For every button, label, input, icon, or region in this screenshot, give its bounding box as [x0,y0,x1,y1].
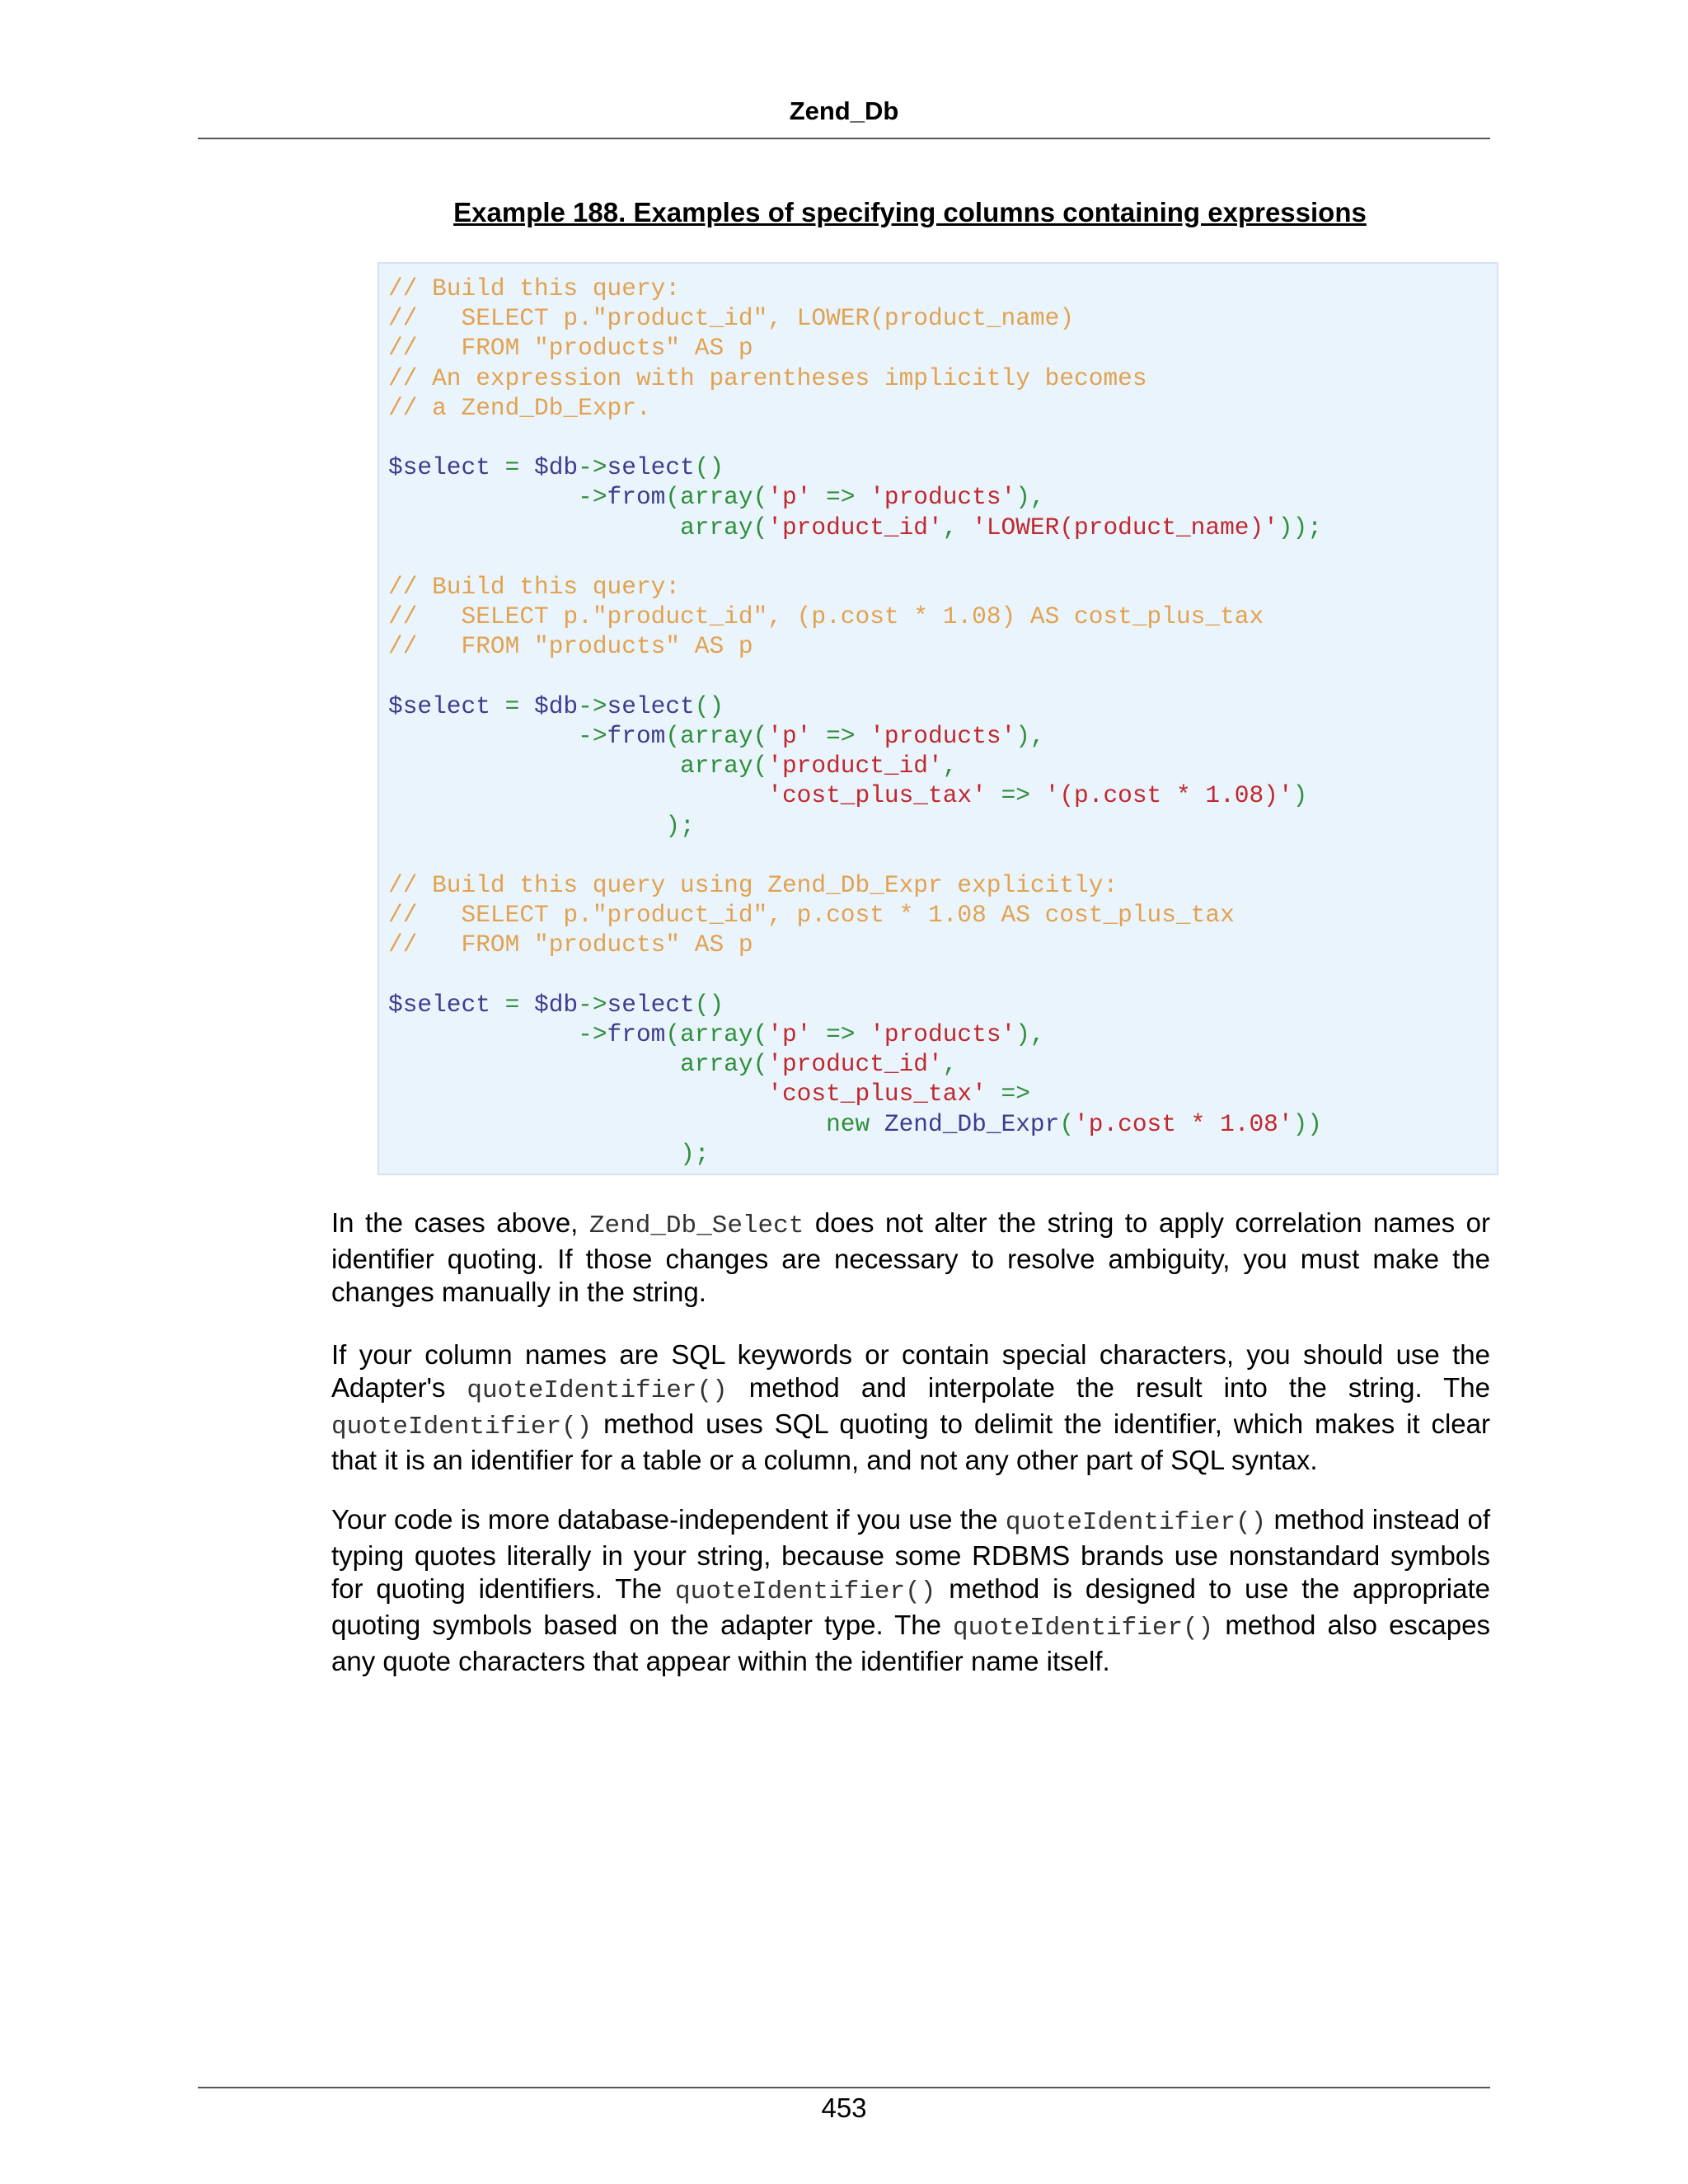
code-function: array [680,513,753,541]
code-comment: // Build this query: [388,274,681,302]
page-number: 453 [821,2093,867,2123]
code-string: 'p' [767,722,812,751]
code-function: array [680,1020,753,1049]
code-string: 'product_id' [767,513,943,541]
code-text: // Build this query: // SELECT p."product_id", LOWER(product_name) // FROM "products" AS p // An expression with parentheses implicitly becomes // a Zend_Db_Expr. $select = $db->select() ->from(array('p' => 'products'), array('product_id', 'LOWER(product_name)')); // Build this query: // SELECT p."product_id", (p.cost * 1.08) AS cost_plus_tax // FROM "products" AS p $select = $db->select() ->from(array('p' => 'products'), array('product_id', 'cost_plus_tax' => '(p.cost * 1.08)') ); // Build this query using Zend_Db_Expr explicitly: // SELECT p."product_id", p.cost * 1.08 AS cost_plus_tax // FROM "products" AS p $select = $db->select() ->from(array('p' => 'products'), array('product_id', 'cost_plus_tax' => new Zend_Db_Expr('p.cost * 1.08')) ); [388,274,1322,1168]
code-function: array [680,722,753,751]
code-class: Zend_Db_Expr [884,1109,1060,1138]
code-comment: // SELECT p."product_id", (p.cost * 1.08) AS cost_plus_tax [388,602,1264,631]
code-variable: $db [534,691,579,720]
code-string: 'product_id' [767,1050,943,1079]
footer-rule [198,2087,1490,2088]
paragraph-text: does not alter the string to apply correlation names or identifier quoting. If those changes are necessary to resolve ambiguity, you must make the changes manually in the string. [331,1207,1490,1307]
paragraph-text: If your column names are SQL keywords or contain special characters, you should use the Adapter's [331,1339,1490,1403]
code-function: from [607,483,666,512]
code-comment: // FROM "products" AS p [388,334,753,363]
code-variable: $select [388,990,490,1019]
code-variable: $select [388,691,490,720]
inline-code: quoteIdentifier() [675,1577,936,1606]
inline-code: quoteIdentifier() [953,1614,1214,1643]
code-function: select [607,990,695,1019]
code-comment: // SELECT p."product_id", p.cost * 1.08 AS cost_plus_tax [388,901,1235,930]
paragraph-text: method instead of typing quotes literally in your string, because some RDBMS brands use nonstandard symbols for quoting identifiers. The [331,1504,1490,1604]
code-function: array [680,752,753,780]
code-string: 'p' [767,1020,812,1049]
example-title: Example 188. Examples of specifying columns containing expressions [453,197,1367,227]
code-string: '(p.cost * 1.08)' [1044,781,1293,810]
code-function: select [607,453,695,482]
code-comment: // Build this query: [388,573,681,602]
paragraph-text: method uses SQL quoting to delimit the identifier, which makes it clear that it is an identifier for a table or a column, and not any other part of SQL syntax. [331,1408,1490,1475]
code-string: 'cost_plus_tax' [767,781,987,810]
code-comment: // An expression with parentheses implicitly becomes [388,363,1147,392]
code-string: 'products' [870,722,1016,751]
header-rule [198,138,1490,139]
code-listing [377,262,1498,1175]
paragraph-text: method also escapes any quote characters that appear within the identifier name itself. [331,1610,1490,1676]
code-variable: $db [534,453,579,482]
code-string: 'cost_plus_tax' [767,1080,987,1108]
code-comment: // a Zend_Db_Expr. [388,393,651,422]
code-comment: // Build this query using Zend_Db_Expr explicitly: [388,871,1118,900]
paragraph-text: In the cases above, [331,1207,589,1238]
inline-code: quoteIdentifier() [331,1413,593,1441]
code-variable: $db [534,990,579,1019]
code-comment: // FROM "products" AS p [388,632,753,661]
code-string: 'p.cost * 1.08' [1074,1109,1293,1138]
code-string: 'product_id' [767,752,943,780]
running-header: Zend_Db [789,96,899,125]
code-function: array [680,483,753,512]
code-string: 'products' [870,483,1016,512]
code-comment: // SELECT p."product_id", LOWER(product_name) [388,304,1075,333]
paragraph-text: Your code is more database-independent if you use the [331,1504,1006,1535]
paragraph-database-independent [331,1503,1490,1678]
code-function: array [680,1050,753,1079]
code-function: select [607,691,695,720]
code-string: 'LOWER(product_name)' [972,513,1278,541]
code-variable: $select [388,453,490,482]
code-function: from [607,1020,666,1049]
paragraph-text: method and interpolate the result into the string. The [727,1372,1490,1403]
inline-code: Zend_Db_Select [588,1212,804,1240]
code-keyword: new [826,1109,870,1138]
inline-code: quoteIdentifier() [467,1376,728,1405]
code-string: 'p' [767,483,812,512]
paragraph-text: method is designed to use the appropriate quoting symbols based on the adapter type. The [331,1573,1490,1640]
code-function: from [607,722,666,751]
inline-code: quoteIdentifier() [1005,1508,1267,1537]
paragraph-quote-identifier [331,1338,1490,1477]
paragraph-correlation [331,1207,1490,1309]
code-comment: // FROM "products" AS p [388,930,753,959]
code-string: 'products' [870,1020,1016,1049]
